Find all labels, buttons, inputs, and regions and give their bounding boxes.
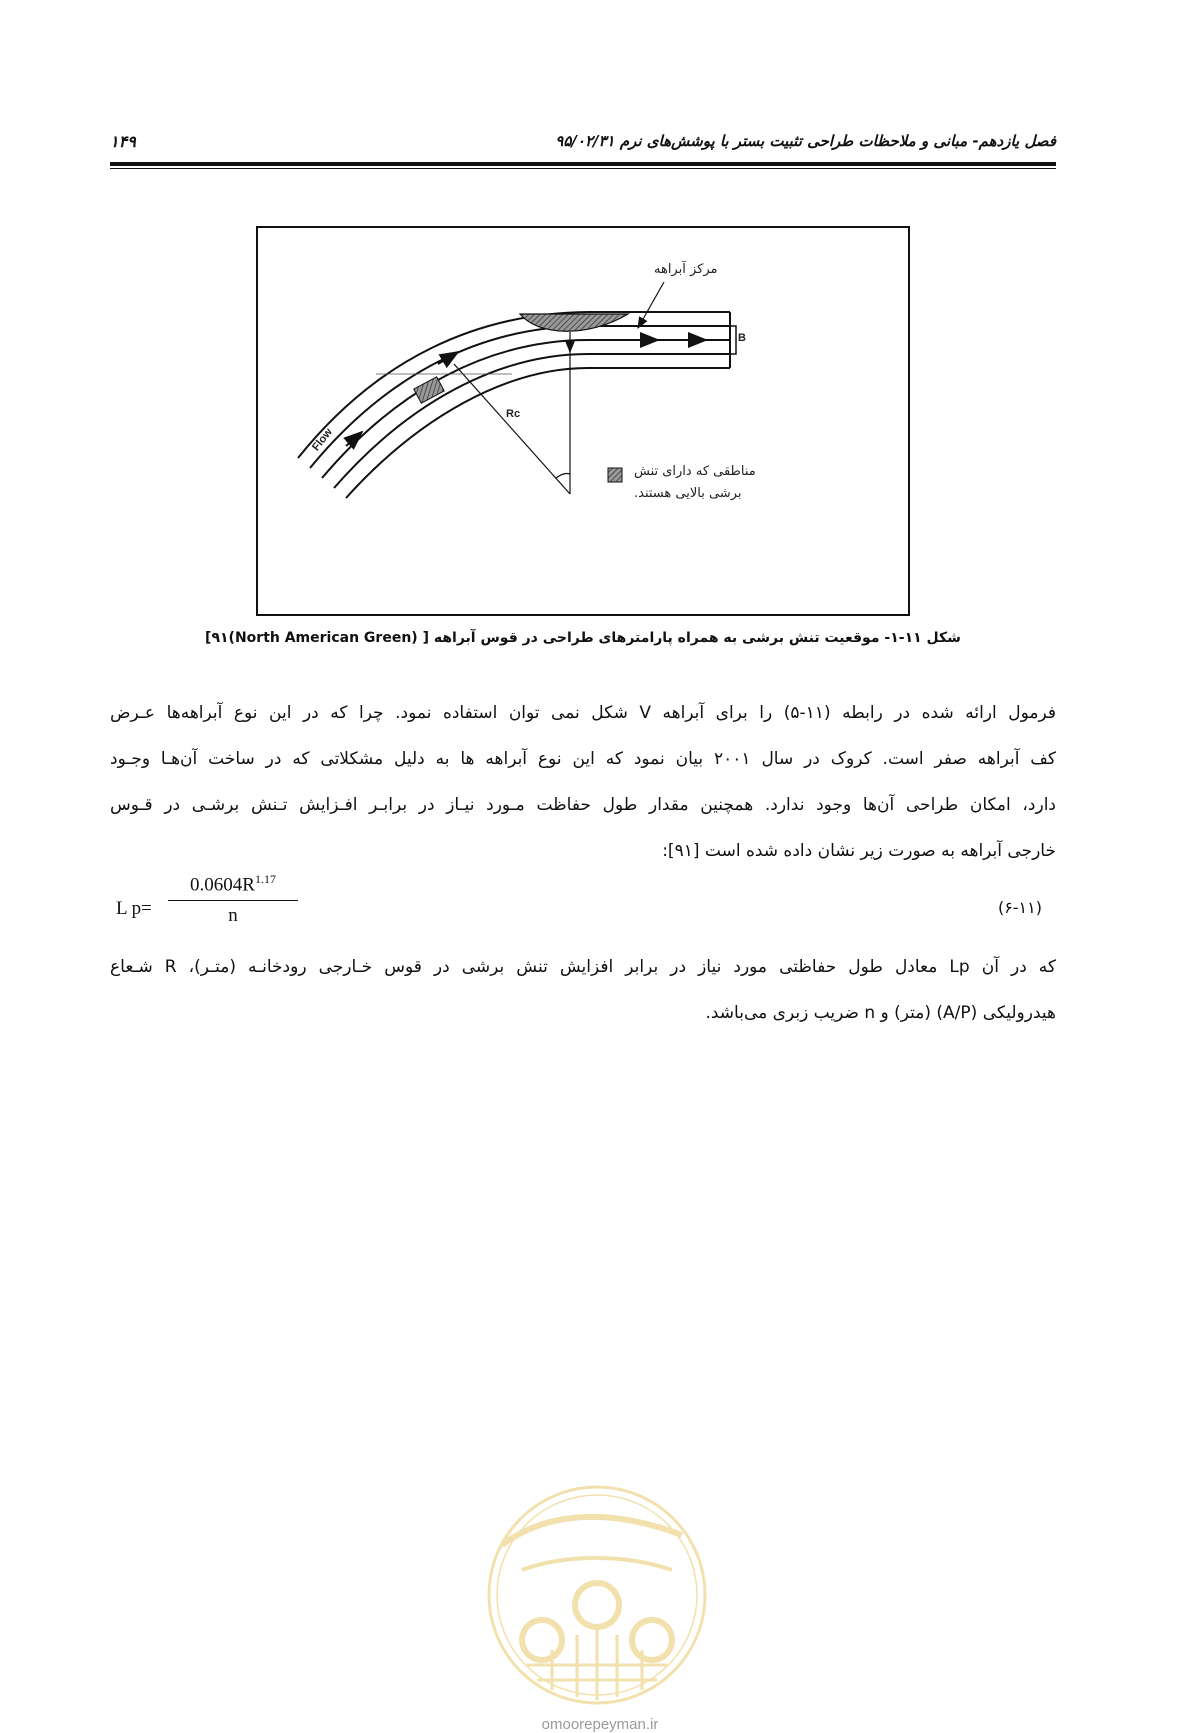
paragraph-1-line-1: فرمول ارائه شده در رابطه (۱۱-۵) را برای آبراهه V شکل نمی توان استفاده نمود. چرا که در این نوع آبراهه‌ها عـرض	[110, 703, 1056, 723]
channel-bend-diagram	[258, 228, 908, 614]
legend-line-2: برشی بالایی هستند.	[634, 486, 742, 501]
paragraph-2	[110, 944, 1056, 1036]
paragraph-1-line-2: کف آبراهه صفر است. کروک در سال ۲۰۰۱ بیان نمود که این نوع آبراهه ها به دلیل مشکلاتی که در ساخت آن‌هـا وجـود	[110, 749, 1056, 769]
header-rule-thick	[110, 162, 1056, 166]
page-header	[110, 128, 1056, 158]
paragraph-1-line-4: خارجی آبراهه به صورت زیر نشان داده شده است [۹۱]:	[662, 841, 1056, 861]
watermark-logo	[482, 1475, 712, 1715]
legend-swatch	[608, 468, 622, 482]
flow-arrow-4	[438, 352, 458, 364]
page-number: ۱۴۹	[110, 132, 136, 151]
width-label: B	[738, 332, 746, 344]
equation-exponent: 1.17	[254, 872, 276, 886]
paragraph-1-line-3: دارد، امکان طراحی آن‌ها وجود ندارد. همچنین مقدار طول حفاظت مـورد نیـاز در برابـر افـزایش تـنش برشـی در قـوس	[110, 795, 1056, 815]
high-shear-zone-inner	[414, 377, 444, 403]
equation-numerator: $0.0604R^{1.17}$	[168, 872, 298, 901]
equation-number: (۶-۱۱)	[997, 898, 1042, 917]
equation-fraction	[168, 872, 298, 927]
header-rule-thin	[110, 168, 1056, 169]
angle-arc	[556, 474, 570, 479]
paragraph-1	[110, 690, 1056, 874]
radius-rc	[454, 364, 570, 494]
paragraph-2-line-2: هیدرولیکی (A/P) (متر) و n ضریب زبری می‌باشد.	[705, 1003, 1056, 1023]
channel-center-label: مرکز آبراهه	[654, 262, 718, 277]
equation-lhs: L p=	[116, 898, 152, 919]
watermark-site: omoorepeyman.ir	[541, 1716, 659, 1733]
paragraph-2-line-1: که در آن Lp معادل طول حفاظتی مورد نیاز در برابر افزایش تنش برشی در قوس خـارجی رودخانـه (متـر)، R شـعاع	[110, 957, 1057, 977]
figure-caption: شکل ۱۱-۱- موقعیت تنش برشی به همراه پارامترهای طراحی در قوس آبراهه [ (North American Green)۹۱]	[205, 630, 961, 646]
chapter-title: فصل یازدهم- مبانی و ملاحظات طراحی تثبیت بستر با پوشش‌های نرم ۹۵/۰۲/۳۱	[555, 132, 1056, 150]
equation-denominator: n	[228, 905, 238, 927]
flow-label: Flow	[310, 426, 335, 454]
legend-line-1: مناطقی که دارای تنش	[634, 464, 756, 479]
high-shear-zone-outer	[520, 314, 628, 331]
radius-label: Rc	[506, 408, 521, 420]
center-label-leader	[638, 282, 664, 328]
channel-bend-figure	[256, 226, 910, 616]
